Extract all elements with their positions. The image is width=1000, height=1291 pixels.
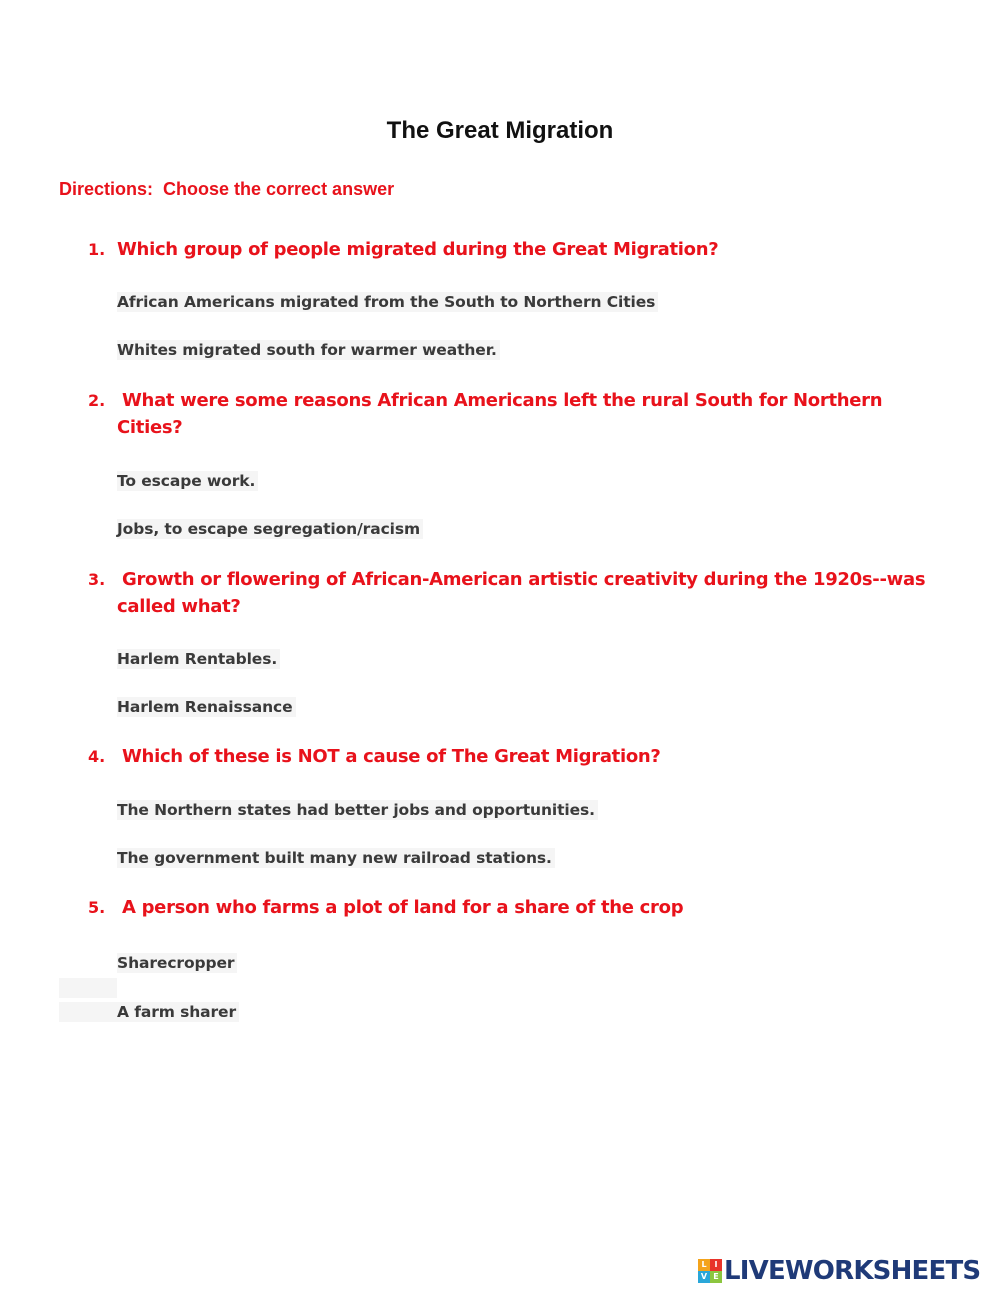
question-1 xyxy=(88,236,928,263)
logo-text: LIVEWORKSHEETS xyxy=(724,1256,981,1286)
liveworksheets-logo xyxy=(698,1256,980,1286)
answer-option-4b[interactable]: The government built many new railroad stations. xyxy=(117,848,555,868)
answer-option-5a[interactable]: Sharecropper xyxy=(117,953,237,973)
answer-option-1a[interactable]: African Americans migrated from the South to Northern Cities xyxy=(117,292,658,312)
answer-option-3a[interactable]: Harlem Rentables. xyxy=(117,649,280,669)
answer-option-4a[interactable]: The Northern states had better jobs and opportunities. xyxy=(117,800,598,820)
logo-mark-letter: I xyxy=(710,1259,722,1271)
answer-option-1b[interactable]: Whites migrated south for warmer weather. xyxy=(117,340,500,360)
question-2 xyxy=(88,387,928,441)
question-text: Which group of people migrated during the Great Migration? xyxy=(117,239,719,260)
question-5 xyxy=(88,894,928,921)
question-3 xyxy=(88,566,928,620)
blank-answer-box[interactable] xyxy=(59,978,117,998)
question-number: 1. xyxy=(88,240,106,259)
answer-option-3b[interactable]: Harlem Renaissance xyxy=(117,697,296,717)
question-text: A person who farms a plot of land for a share of the crop xyxy=(122,897,684,918)
logo-mark-letter: L xyxy=(698,1259,710,1271)
question-number: 4. xyxy=(88,747,106,766)
question-4 xyxy=(88,743,928,770)
question-text: Which of these is NOT a cause of The Great Migration? xyxy=(122,746,661,767)
logo-mark-letter: V xyxy=(698,1271,710,1283)
logo-mark-icon xyxy=(698,1259,722,1283)
question-number: 3. xyxy=(88,570,106,589)
directions-text: Directions: Choose the correct answer xyxy=(59,179,395,199)
question-text: Growth or flowering of African-American artistic creativity during the 1920s--was called what? xyxy=(117,569,926,617)
answer-option-2b[interactable]: Jobs, to escape segregation/racism xyxy=(117,519,423,539)
question-number: 5. xyxy=(88,898,106,917)
page-title: The Great Migration xyxy=(386,117,614,144)
question-text: What were some reasons African Americans left the rural South for Northern Cities? xyxy=(117,390,883,438)
answer-option-2a[interactable]: To escape work. xyxy=(117,471,258,491)
question-number: 2. xyxy=(88,391,106,410)
answer-option-5b[interactable]: A farm sharer xyxy=(117,1002,239,1022)
blank-answer-box[interactable] xyxy=(59,1002,117,1022)
logo-mark-letter: E xyxy=(710,1271,722,1283)
